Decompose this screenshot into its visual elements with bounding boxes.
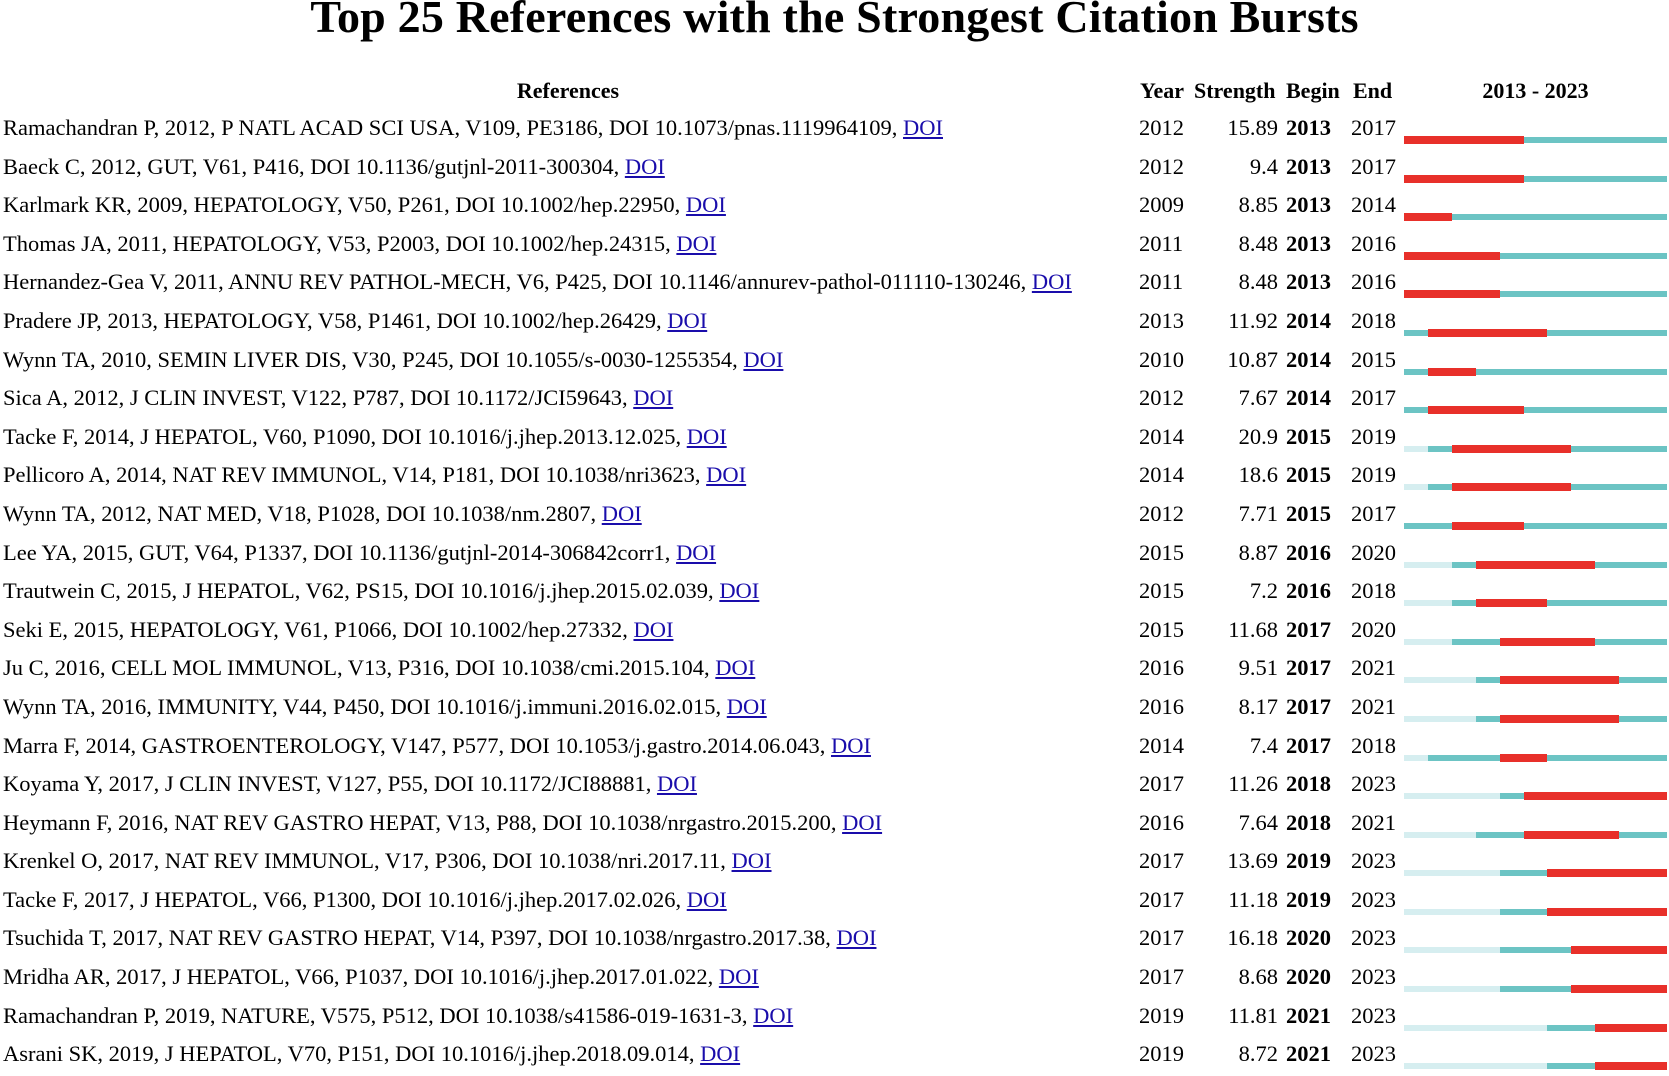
burst-segment — [1428, 406, 1524, 414]
burst-segment — [1452, 522, 1524, 530]
burst-segment — [1404, 252, 1500, 260]
burst-segment — [1500, 676, 1620, 684]
begin-cell: 2013 — [1286, 115, 1331, 140]
year-cell: 2012 — [1139, 115, 1184, 140]
doi-link[interactable]: DOI — [903, 115, 943, 140]
reference-cell — [3, 501, 642, 527]
strength-cell: 7.64 — [1238, 809, 1278, 835]
year-cell: 2016 — [1139, 809, 1184, 835]
table-row — [0, 381, 1669, 420]
reference-text: Mridha AR, 2017, J HEPATOL, V66, P1037, DOI 10.1016/j.jhep.2017.01.022, — [3, 964, 714, 990]
reference-text: Wynn TA, 2010, SEMIN LIVER DIS, V30, P245, DOI 10.1055/s-0030-1255354, — [3, 346, 738, 372]
table-row — [0, 999, 1669, 1038]
year-cell: 2017 — [1139, 925, 1184, 951]
burst-segment — [1595, 1062, 1667, 1070]
year-cell: 2012 — [1139, 385, 1184, 411]
burst-segment — [1428, 368, 1476, 376]
begin-cell: 2013 — [1286, 269, 1331, 295]
timeline-before-publication — [1404, 1025, 1547, 1031]
strength-cell: 11.92 — [1228, 307, 1278, 333]
end-cell: 2021 — [1351, 693, 1396, 719]
end-cell: 2017 — [1351, 153, 1396, 179]
burst-segment — [1452, 483, 1572, 491]
end-cell: 2023 — [1351, 848, 1396, 874]
begin-cell: 2019 — [1286, 886, 1331, 912]
burst-timeline — [1404, 523, 1667, 529]
year-cell: 2015 — [1139, 616, 1184, 642]
year-cell: 2011 — [1139, 230, 1184, 256]
burst-segment — [1476, 561, 1596, 569]
table-row — [0, 265, 1669, 304]
burst-timeline — [1404, 137, 1667, 143]
doi-link[interactable]: DOI — [676, 230, 717, 256]
timeline-before-publication — [1404, 1063, 1547, 1069]
begin-cell: 2014 — [1286, 307, 1331, 333]
end-cell: 2017 — [1351, 385, 1396, 411]
reference-text: Lee YA, 2015, GUT, V64, P1337, DOI 10.1136/gutjnl-2014-306842corr1, — [3, 539, 671, 565]
burst-timeline — [1404, 870, 1667, 876]
burst-table-body — [0, 111, 1669, 1076]
end-cell: 2018 — [1351, 307, 1396, 333]
table-row — [0, 844, 1669, 883]
year-cell: 2012 — [1139, 153, 1184, 179]
year-cell: 2014 — [1139, 462, 1184, 488]
end-cell: 2021 — [1351, 655, 1396, 681]
table-row — [0, 227, 1669, 266]
timeline-before-publication — [1404, 947, 1500, 953]
reference-cell — [3, 269, 1072, 295]
reference-text: Wynn TA, 2012, NAT MED, V18, P1028, DOI 10.1038/nm.2807, — [3, 500, 597, 526]
end-cell: 2020 — [1351, 539, 1396, 565]
header-references: References — [516, 78, 620, 103]
header-range: 2013 - 2023 — [1482, 78, 1589, 103]
strength-cell: 7.67 — [1238, 385, 1278, 411]
header-end: End — [1353, 78, 1393, 103]
burst-timeline — [1404, 330, 1667, 336]
doi-link[interactable]: DOI — [743, 346, 784, 372]
doi-link[interactable]: DOI — [706, 462, 747, 488]
end-cell: 2015 — [1351, 346, 1396, 372]
end-cell: 2021 — [1351, 809, 1396, 835]
reference-cell — [3, 733, 871, 759]
timeline-before-publication — [1404, 986, 1500, 992]
burst-timeline — [1404, 909, 1667, 915]
table-row — [0, 960, 1669, 999]
year-cell: 2012 — [1139, 500, 1184, 526]
doi-link[interactable]: DOI — [633, 616, 674, 642]
begin-cell: 2018 — [1286, 771, 1331, 797]
strength-cell: 11.81 — [1228, 1002, 1278, 1028]
year-cell: 2009 — [1139, 192, 1184, 218]
strength-cell: 8.17 — [1238, 693, 1278, 719]
doi-link[interactable]: DOI — [624, 153, 665, 179]
burst-segment — [1595, 1024, 1667, 1032]
reference-text: Wynn TA, 2016, IMMUNITY, V44, P450, DOI 10.1016/j.immuni.2016.02.015, — [3, 693, 722, 719]
reference-text: Baeck C, 2012, GUT, V61, P416, DOI 10.1136/gutjnl-2011-300304, — [3, 153, 620, 179]
end-cell: 2023 — [1351, 1041, 1396, 1067]
table-row — [0, 420, 1669, 459]
reference-text: Pellicoro A, 2014, NAT REV IMMUNOL, V14, P181, DOI 10.1038/nri3623, — [3, 462, 701, 488]
burst-segment — [1547, 869, 1667, 877]
header-year: Year — [1140, 78, 1184, 103]
reference-text: Trautwein C, 2015, J HEPATOL, V62, PS15, DOI 10.1016/j.jhep.2015.02.039, — [3, 578, 714, 604]
burst-timeline — [1404, 947, 1667, 953]
reference-cell — [3, 462, 746, 488]
table-row — [0, 921, 1669, 960]
reference-text: Hernandez-Gea V, 2011, ANNU REV PATHOL-MECH, V6, P425, DOI 10.1146/annurev-pathol-011110-130246, — [3, 269, 1027, 295]
burst-timeline — [1404, 1063, 1667, 1069]
end-cell: 2023 — [1351, 771, 1396, 797]
reference-cell — [3, 1003, 793, 1029]
burst-timeline — [1404, 639, 1667, 645]
reference-text: Tsuchida T, 2017, NAT REV GASTRO HEPAT, V14, P397, DOI 10.1038/nrgastro.2017.38, — [3, 925, 831, 951]
burst-segment — [1428, 329, 1548, 337]
burst-segment — [1571, 985, 1667, 993]
strength-cell: 8.48 — [1238, 269, 1278, 295]
reference-cell — [3, 925, 876, 951]
reference-cell — [3, 231, 716, 257]
begin-cell: 2019 — [1286, 848, 1331, 874]
table-row — [0, 188, 1669, 227]
reference-cell — [3, 771, 697, 797]
strength-cell: 8.85 — [1238, 192, 1278, 218]
table-row — [0, 690, 1669, 729]
reference-cell — [3, 887, 727, 913]
strength-cell: 7.2 — [1249, 578, 1278, 604]
end-cell: 2023 — [1351, 886, 1396, 912]
reference-cell — [3, 964, 759, 990]
reference-cell — [3, 192, 726, 218]
table-row — [0, 1037, 1669, 1076]
strength-cell: 9.51 — [1238, 655, 1278, 681]
reference-text: Koyama Y, 2017, J CLIN INVEST, V127, P55, DOI 10.1172/JCI88881, — [3, 771, 652, 797]
year-cell: 2014 — [1139, 423, 1184, 449]
end-cell: 2020 — [1351, 616, 1396, 642]
begin-cell: 2013 — [1286, 230, 1331, 256]
year-cell: 2014 — [1139, 732, 1184, 758]
reference-text: Ju C, 2016, CELL MOL IMMUNOL, V13, P316, DOI 10.1038/cmi.2015.104, — [3, 655, 710, 681]
doi-link[interactable]: DOI — [601, 500, 642, 526]
table-row — [0, 574, 1669, 613]
begin-cell: 2020 — [1286, 964, 1331, 990]
table-row — [0, 497, 1669, 536]
year-cell: 2017 — [1139, 964, 1184, 990]
reference-cell — [3, 655, 755, 681]
doi-link[interactable]: DOI — [719, 578, 760, 604]
begin-cell: 2013 — [1286, 192, 1331, 218]
timeline-active-period — [1428, 755, 1667, 761]
year-cell: 2019 — [1139, 1002, 1184, 1028]
begin-cell: 2014 — [1286, 385, 1331, 411]
burst-timeline — [1404, 291, 1667, 297]
doi-link[interactable]: DOI — [842, 809, 883, 835]
burst-timeline — [1404, 832, 1667, 838]
burst-segment — [1404, 175, 1524, 183]
burst-segment — [1524, 792, 1667, 800]
begin-cell: 2021 — [1286, 1002, 1331, 1028]
reference-cell — [3, 347, 783, 373]
burst-timeline — [1404, 986, 1667, 992]
reference-text: Seki E, 2015, HEPATOLOGY, V61, P1066, DOI 10.1002/hep.27332, — [3, 616, 628, 642]
strength-cell: 8.68 — [1238, 964, 1278, 990]
reference-cell — [3, 385, 673, 411]
doi-link[interactable]: DOI — [656, 771, 697, 797]
burst-segment — [1500, 715, 1620, 723]
begin-cell: 2016 — [1286, 539, 1331, 565]
table-row — [0, 111, 1669, 150]
reference-text: Thomas JA, 2011, HEPATOLOGY, V53, P2003, DOI 10.1002/hep.24315, — [3, 230, 671, 256]
burst-segment — [1547, 908, 1667, 916]
reference-cell — [3, 308, 707, 334]
reference-cell — [3, 154, 665, 180]
burst-segment — [1524, 831, 1620, 839]
reference-cell — [3, 694, 767, 720]
year-cell: 2017 — [1139, 848, 1184, 874]
burst-timeline — [1404, 176, 1667, 182]
begin-cell: 2020 — [1286, 925, 1331, 951]
timeline-before-publication — [1404, 755, 1428, 761]
doi-link[interactable]: DOI — [731, 848, 772, 874]
year-cell: 2010 — [1139, 346, 1184, 372]
burst-timeline — [1404, 253, 1667, 259]
timeline-before-publication — [1404, 909, 1500, 915]
year-cell: 2019 — [1139, 1041, 1184, 1067]
doi-link[interactable]: DOI — [836, 925, 877, 951]
burst-timeline — [1404, 677, 1667, 683]
doi-link[interactable]: DOI — [726, 693, 767, 719]
doi-link[interactable]: DOI — [700, 1041, 741, 1067]
year-cell: 2013 — [1139, 307, 1184, 333]
burst-segment — [1452, 445, 1572, 453]
timeline-before-publication — [1404, 870, 1500, 876]
header-strength: Strength — [1194, 78, 1276, 103]
timeline-before-publication — [1404, 793, 1500, 799]
burst-timeline — [1404, 755, 1667, 761]
reference-text: Krenkel O, 2017, NAT REV IMMUNOL, V17, P306, DOI 10.1038/nri.2017.11, — [3, 848, 726, 874]
header-begin: Begin — [1286, 78, 1340, 103]
burst-timeline — [1404, 369, 1667, 375]
burst-timeline — [1404, 446, 1667, 452]
strength-cell: 20.9 — [1238, 423, 1278, 449]
table-row — [0, 729, 1669, 768]
timeline-before-publication — [1404, 677, 1476, 683]
burst-timeline — [1404, 716, 1667, 722]
table-row — [0, 458, 1669, 497]
strength-cell: 16.18 — [1227, 925, 1278, 951]
end-cell: 2023 — [1351, 1002, 1396, 1028]
strength-cell: 9.4 — [1249, 153, 1278, 179]
reference-text: Heymann F, 2016, NAT REV GASTRO HEPAT, V13, P88, DOI 10.1038/nrgastro.2015.200, — [3, 809, 837, 835]
timeline-active-period — [1404, 523, 1667, 529]
doi-link[interactable]: DOI — [753, 1002, 794, 1028]
timeline-before-publication — [1404, 562, 1452, 568]
end-cell: 2016 — [1351, 230, 1396, 256]
burst-segment — [1476, 599, 1548, 607]
reference-cell — [3, 424, 727, 450]
begin-cell: 2016 — [1286, 578, 1331, 604]
strength-cell: 11.68 — [1228, 616, 1278, 642]
begin-cell: 2015 — [1286, 462, 1331, 488]
burst-timeline — [1404, 793, 1667, 799]
doi-link[interactable]: DOI — [667, 307, 708, 333]
strength-cell: 13.69 — [1227, 848, 1278, 874]
year-cell: 2015 — [1139, 539, 1184, 565]
timeline-before-publication — [1404, 484, 1428, 490]
burst-timeline — [1404, 484, 1667, 490]
strength-cell: 8.48 — [1238, 230, 1278, 256]
year-cell: 2011 — [1139, 269, 1184, 295]
reference-text: Pradere JP, 2013, HEPATOLOGY, V58, P1461, DOI 10.1002/hep.26429, — [3, 307, 662, 333]
doi-link[interactable]: DOI — [686, 886, 727, 912]
doi-link[interactable]: DOI — [633, 385, 674, 411]
table-row — [0, 343, 1669, 382]
end-cell: 2023 — [1351, 925, 1396, 951]
strength-cell: 18.6 — [1238, 462, 1278, 488]
doi-link[interactable]: DOI — [1031, 269, 1072, 295]
year-cell: 2017 — [1139, 771, 1184, 797]
table-row — [0, 767, 1669, 806]
doi-link[interactable]: DOI — [685, 192, 726, 218]
reference-cell — [3, 540, 716, 566]
strength-cell: 11.18 — [1228, 886, 1278, 912]
begin-cell: 2013 — [1286, 153, 1331, 179]
chart-title: Top 25 References with the Strongest Citation Bursts — [310, 0, 1359, 42]
timeline-before-publication — [1404, 832, 1476, 838]
burst-timeline — [1404, 407, 1667, 413]
reference-text: Tacke F, 2017, J HEPATOL, V66, P1300, DOI 10.1016/j.jhep.2017.02.026, — [3, 886, 682, 912]
table-row — [0, 883, 1669, 922]
burst-timeline — [1404, 214, 1667, 220]
end-cell: 2023 — [1351, 964, 1396, 990]
table-row — [0, 806, 1669, 845]
strength-cell: 8.72 — [1238, 1041, 1278, 1067]
doi-link[interactable]: DOI — [830, 732, 871, 758]
reference-cell — [3, 115, 943, 141]
reference-text: Tacke F, 2014, J HEPATOL, V60, P1090, DOI 10.1016/j.jhep.2013.12.025, — [3, 423, 682, 449]
reference-cell — [3, 810, 882, 836]
year-cell: 2017 — [1139, 886, 1184, 912]
begin-cell: 2015 — [1286, 423, 1331, 449]
table-row — [0, 150, 1669, 189]
timeline-before-publication — [1404, 446, 1428, 452]
begin-cell: 2017 — [1286, 693, 1331, 719]
table-row — [0, 651, 1669, 690]
begin-cell: 2015 — [1286, 500, 1331, 526]
doi-link[interactable]: DOI — [686, 423, 727, 449]
begin-cell: 2017 — [1286, 655, 1331, 681]
timeline-before-publication — [1404, 639, 1452, 645]
strength-cell: 8.87 — [1238, 539, 1278, 565]
reference-cell — [3, 617, 673, 643]
burst-segment — [1404, 213, 1452, 221]
table-row — [0, 613, 1669, 652]
reference-text: Marra F, 2014, GASTROENTEROLOGY, V147, P577, DOI 10.1053/j.gastro.2014.06.043, — [3, 732, 826, 758]
doi-link[interactable]: DOI — [715, 655, 756, 681]
end-cell: 2014 — [1351, 192, 1396, 218]
reference-cell — [3, 578, 759, 604]
reference-cell — [3, 848, 772, 874]
end-cell: 2018 — [1351, 578, 1396, 604]
begin-cell: 2018 — [1286, 809, 1331, 835]
doi-link[interactable]: DOI — [718, 964, 759, 990]
burst-segment — [1404, 136, 1524, 144]
timeline-before-publication — [1404, 716, 1476, 722]
end-cell: 2016 — [1351, 269, 1396, 295]
burst-segment — [1571, 946, 1667, 954]
reference-text: Ramachandran P, 2012, P NATL ACAD SCI USA, V109, PE3186, DOI 10.1073/pnas.1119964109, — [3, 115, 898, 140]
strength-cell: 11.26 — [1228, 771, 1278, 797]
end-cell: 2019 — [1351, 462, 1396, 488]
table-row — [0, 304, 1669, 343]
reference-cell — [3, 1041, 740, 1067]
reference-text: Sica A, 2012, J CLIN INVEST, V122, P787, DOI 10.1172/JCI59643, — [3, 385, 628, 411]
end-cell: 2017 — [1351, 115, 1396, 140]
year-cell: 2016 — [1139, 655, 1184, 681]
begin-cell: 2014 — [1286, 346, 1331, 372]
end-cell: 2017 — [1351, 500, 1396, 526]
end-cell: 2019 — [1351, 423, 1396, 449]
begin-cell: 2017 — [1286, 616, 1331, 642]
doi-link[interactable]: DOI — [676, 539, 717, 565]
reference-text: Ramachandran P, 2019, NATURE, V575, P512, DOI 10.1038/s41586-019-1631-3, — [3, 1002, 748, 1028]
reference-text: Asrani SK, 2019, J HEPATOL, V70, P151, DOI 10.1016/j.jhep.2018.09.014, — [3, 1041, 695, 1067]
begin-cell: 2017 — [1286, 732, 1331, 758]
year-cell: 2016 — [1139, 693, 1184, 719]
year-cell: 2015 — [1139, 578, 1184, 604]
begin-cell: 2021 — [1286, 1041, 1331, 1067]
timeline-before-publication — [1404, 600, 1452, 606]
burst-segment — [1500, 638, 1596, 646]
burst-timeline — [1404, 1025, 1667, 1031]
burst-timeline — [1404, 600, 1667, 606]
burst-segment — [1500, 754, 1548, 762]
strength-cell: 15.89 — [1227, 115, 1278, 140]
reference-text: Karlmark KR, 2009, HEPATOLOGY, V50, P261, DOI 10.1002/hep.22950, — [3, 192, 681, 218]
end-cell: 2018 — [1351, 732, 1396, 758]
strength-cell: 7.4 — [1249, 732, 1278, 758]
table-row — [0, 536, 1669, 575]
burst-timeline — [1404, 562, 1667, 568]
strength-cell: 7.71 — [1238, 500, 1278, 526]
strength-cell: 10.87 — [1227, 346, 1278, 372]
burst-segment — [1404, 290, 1500, 298]
